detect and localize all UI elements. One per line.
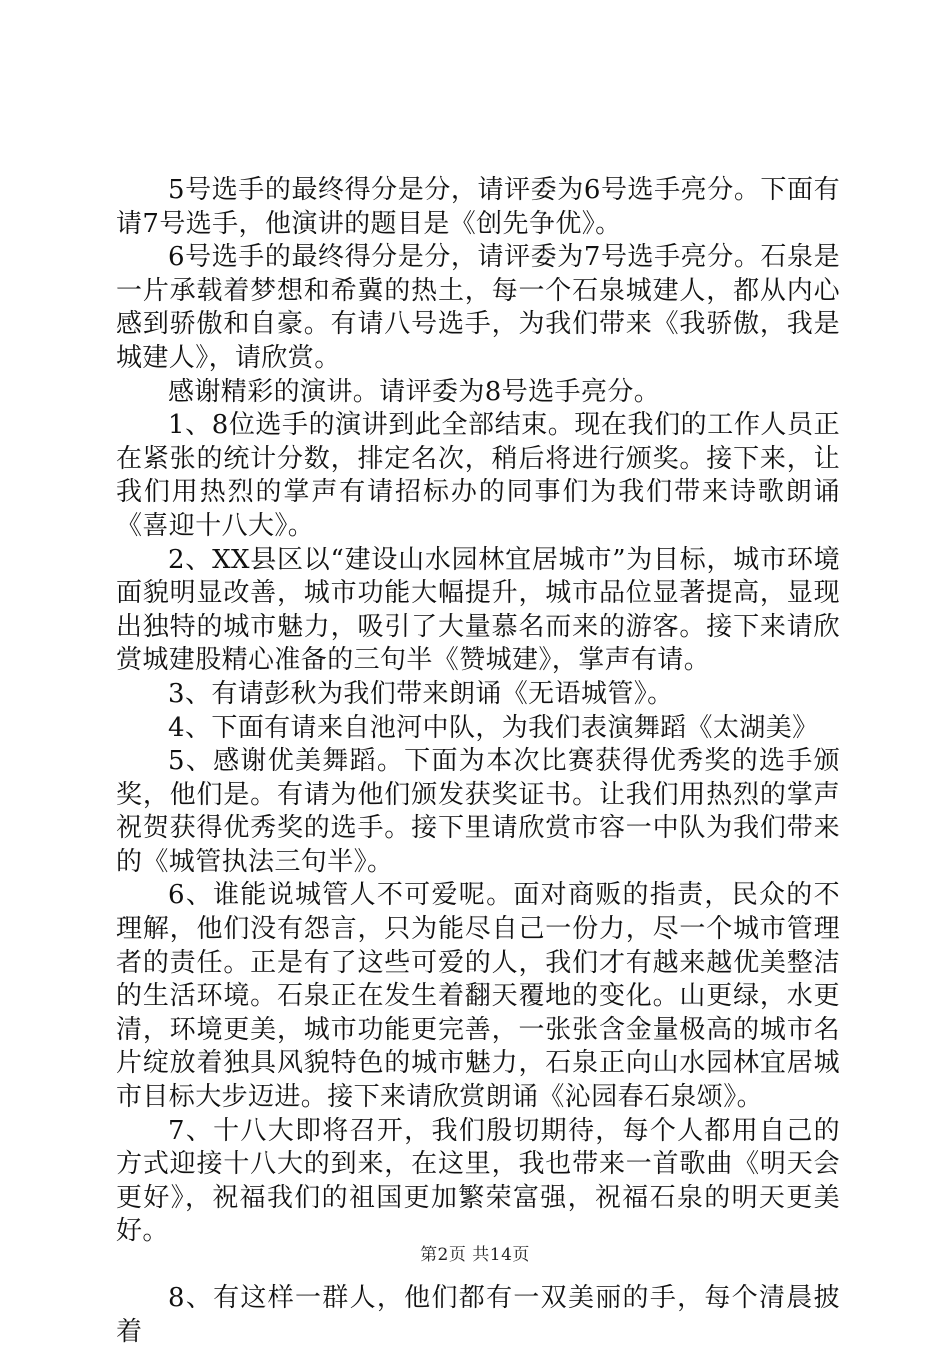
- paragraph-10: 7、十八大即将召开，我们殷切期待，每个人都用自己的方式迎接十八大的到来，在这里，我也带来一首歌曲《明天会更好》，祝福我们的祖国更加繁荣富强，祝福石泉的明天更美好。: [116, 1115, 840, 1247]
- paragraph-2: 6号选手的最终得分是分，请评委为7号选手亮分。石泉是一片承载着梦想和希冀的热土，每一个石泉城建人，都从内心感到骄傲和自豪。有请八号选手，为我们带来《我骄傲，我是城建人》，请欣赏。: [116, 242, 840, 373]
- paragraph-11: 8、有这样一群人，他们都有一双美丽的手，每个清晨披着: [116, 1283, 840, 1347]
- paragraph-6: 3、有请彭秋为我们带来朗诵《无语城管》。: [168, 678, 674, 709]
- paragraph-3: 感谢精彩的演讲。请评委为8号选手亮分。: [168, 376, 661, 407]
- paragraph-8: 5、感谢优美舞蹈。下面为本次比赛获得优秀奖的选手颁奖，他们是。有请为他们颁发获奖证书。让我们用热烈的掌声祝贺获得优秀奖的选手。接下里请欣赏市容一中队为我们带来的《城管执法三句半》。: [116, 746, 840, 877]
- paragraph-5: 2、XX县区以“建设山水园林宜居城市”为目标，城市环境面貌明显改善，城市功能大幅提升，城市品位显著提高，显现出独特的城市魅力，吸引了大量慕名而来的游客。接下来请欣赏城建股精心准备的三句半《赞城建》，掌声有请。: [116, 544, 840, 676]
- paragraph-7: 4、下面有请来自池河中队，为我们表演舞蹈《太湖美》: [168, 712, 819, 743]
- document-body: [116, 174, 840, 1349]
- paragraph-9: 6、谁能说城管人不可爱呢。面对商贩的指责，民众的不理解，他们没有怨言，只为能尽自己一份力，尽一个城市管理者的责任。正是有了这些可爱的人，我们才有越来越优美整洁的生活环境。石泉正在发生着翻天覆地的变化。山更绿，水更清，环境更美，城市功能更完善，一张张含金量极高的城市名片绽放着独具风貌特色的城市魅力，石泉正向山水园林宜居城市目标大步迈进。接下来请欣赏朗诵《沁园春石泉颂》。: [116, 880, 840, 1113]
- paragraph-4: 1、8位选手的演讲到此全部结束。现在我们的工作人员正在紧张的统计分数，排定名次，稍后将进行颁奖。接下来，让我们用热烈的掌声有请招标办的同事们为我们带来诗歌朗诵《喜迎十八大》。: [116, 410, 840, 541]
- page-number-footer: 第2页 共14页: [420, 1245, 530, 1265]
- paragraph-1: 5号选手的最终得分是分，请评委为6号选手亮分。下面有请7号选手，他演讲的题目是《创先争优》。: [116, 175, 840, 239]
